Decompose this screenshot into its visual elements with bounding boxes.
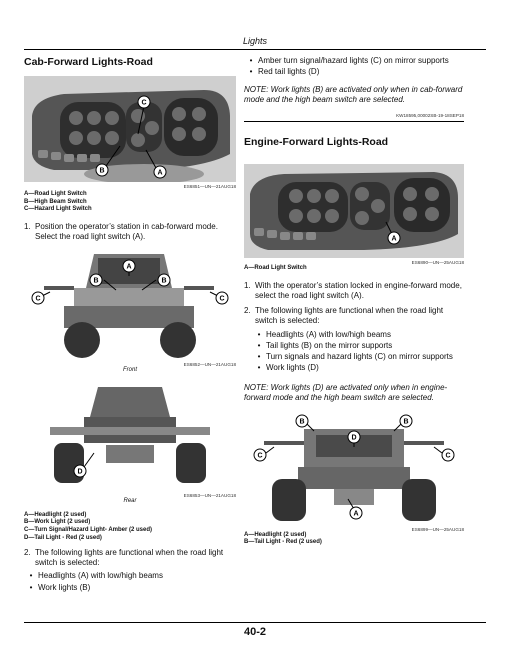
step-number: 2. bbox=[244, 305, 251, 315]
figure-id: ES6899—UN—25AUG18 bbox=[411, 526, 464, 532]
legend-item: B—Tail Light - Red (2 used) bbox=[244, 539, 322, 546]
bullet-item: • Amber turn signal/hazard lights (C) on mirror supports bbox=[249, 56, 449, 65]
engine-forward-machine-illustration bbox=[244, 413, 464, 525]
legend-item: A—Headlight (2 used) bbox=[244, 531, 307, 538]
figure-legend bbox=[24, 191, 236, 214]
callout-b-label: B bbox=[161, 277, 167, 285]
figure-engine-console bbox=[244, 164, 464, 258]
reference-id: KW18595,00002SB-19-18SEP18 bbox=[396, 113, 464, 118]
step-text: Position the operator’s station in cab-forward mode. Select the road light switch (A). bbox=[35, 221, 218, 241]
callout-a-label: A bbox=[353, 510, 359, 518]
step-number: 1. bbox=[244, 280, 251, 290]
page-number: 40-2 bbox=[243, 626, 267, 638]
section-rule bbox=[244, 121, 464, 122]
callout-d-label: D bbox=[77, 468, 83, 476]
legend-item: C—Hazard Light Switch bbox=[24, 206, 92, 213]
legend-item: C—Turn Signal/Hazard Light- Amber (2 used) bbox=[24, 526, 153, 533]
step-text: The following lights are functional when the road light switch is selected: bbox=[35, 548, 224, 568]
bullet-list bbox=[24, 571, 236, 593]
callout-b-label: B bbox=[93, 277, 99, 285]
callout-b-label: B bbox=[403, 418, 409, 426]
bullet-list bbox=[244, 56, 464, 77]
bullet-item: • Headlights (A) with low/high beams bbox=[257, 329, 391, 339]
bullet-item: • Red tail lights (D) bbox=[249, 67, 320, 76]
header-rule bbox=[24, 49, 486, 50]
running-header: Lights bbox=[242, 36, 268, 46]
figure-cab-console bbox=[24, 76, 236, 182]
cab-console-illustration bbox=[24, 76, 236, 182]
bullet-item: • Tail lights (B) on the mirror supports bbox=[257, 340, 393, 350]
legend-item: A—Road Light Switch bbox=[244, 265, 307, 271]
step-2 bbox=[244, 306, 464, 326]
note: NOTE: Work lights (B) are activated only when in cab-forward mode and the high beam switch are selected. bbox=[244, 85, 463, 104]
figure-id: ES6851—UN—21AUG18 bbox=[183, 184, 236, 189]
figure-id: ES6853—UN—21AUG18 bbox=[183, 492, 236, 498]
step-number: 1. bbox=[24, 221, 31, 231]
callout-c-label: C bbox=[35, 295, 41, 303]
figure-id: ES6890—UN—25AUG18 bbox=[411, 260, 464, 265]
legend-item: B—High Beam Switch bbox=[24, 198, 87, 205]
callout-b-label: B bbox=[299, 418, 305, 426]
callout-a-label: A bbox=[157, 169, 163, 177]
figure-legend bbox=[24, 512, 236, 542]
callout-b-label: B bbox=[99, 167, 105, 175]
legend-item: A—Road Light Switch bbox=[24, 191, 87, 197]
figure-engine-forward-machine bbox=[244, 413, 464, 525]
callout-c-label: C bbox=[257, 452, 263, 460]
figure-legend bbox=[244, 265, 464, 273]
bullet-item: • Headlights (A) with low/high beams bbox=[29, 571, 163, 581]
callout-d-label: D bbox=[351, 434, 357, 442]
figure-machine-front bbox=[24, 248, 236, 360]
step-text: The following lights are functional when the road light switch is selected: bbox=[255, 305, 444, 325]
bullet-list bbox=[244, 330, 464, 373]
figure-caption-rear: Rear bbox=[123, 497, 137, 504]
legend-item: B—Work Light (2 used) bbox=[24, 519, 91, 526]
machine-front-illustration bbox=[24, 248, 236, 360]
bullet-item: • Work lights (D) bbox=[257, 362, 319, 372]
footer-rule bbox=[24, 622, 486, 623]
step-number: 2. bbox=[24, 548, 31, 558]
callout-c-label: C bbox=[445, 452, 451, 460]
callout-a-label: A bbox=[391, 235, 397, 243]
bullet-item: • Work lights (B) bbox=[29, 583, 91, 593]
figure-id: ES6852—UN—21AUG18 bbox=[183, 361, 236, 367]
figure-legend bbox=[244, 532, 464, 547]
step-1 bbox=[24, 222, 236, 242]
figure-caption-front: Front bbox=[122, 366, 137, 373]
note: NOTE: Work lights (D) are activated only when in engine-forward mode and the high beam switch are selected. bbox=[244, 382, 448, 402]
callout-c-label: C bbox=[141, 99, 147, 107]
step-2 bbox=[24, 548, 236, 568]
left-column bbox=[24, 56, 236, 593]
bullet-item: • Turn signals and hazard lights (C) on mirror supports bbox=[257, 351, 453, 361]
machine-rear-illustration bbox=[24, 383, 236, 491]
right-column bbox=[244, 56, 464, 547]
step-1 bbox=[244, 281, 464, 301]
section-heading-cab-forward: Cab-Forward Lights-Road bbox=[24, 56, 153, 68]
callout-c-label: C bbox=[219, 295, 225, 303]
step-text: With the operator’s station locked in engine-forward mode, select the road light switch (A). bbox=[255, 280, 462, 300]
figure-machine-rear bbox=[24, 383, 236, 491]
legend-item: A—Headlight (2 used) bbox=[24, 511, 87, 518]
section-heading-engine-forward: Engine-Forward Lights-Road bbox=[244, 136, 389, 148]
callout-a-label: A bbox=[126, 263, 132, 271]
engine-console-illustration bbox=[244, 164, 464, 258]
legend-item: D—Tail Light - Red (2 used) bbox=[24, 534, 102, 541]
